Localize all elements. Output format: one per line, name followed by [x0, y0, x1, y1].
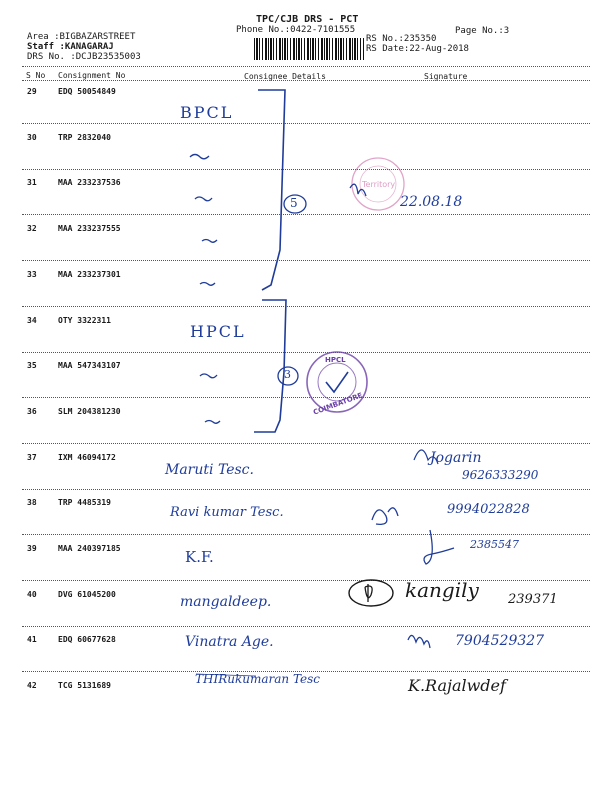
column-sno: S No: [26, 71, 46, 80]
handwritten-consignee-41: Vinatra Age.: [185, 634, 274, 650]
staff-label: Staff :KANAGARAJ: [27, 42, 114, 52]
row-sno: 37: [27, 453, 37, 462]
row-sno: 41: [27, 635, 37, 644]
rs-date: RS Date:22-Aug-2018: [366, 44, 469, 54]
page-number: Page No.:3: [455, 26, 510, 36]
drs-number: DRS No. :DCJB23535003: [27, 52, 141, 62]
handwritten-consignee-38: Ravi kumar Tesc.: [170, 505, 284, 520]
bracket-line-lower: [254, 300, 286, 432]
row-consignment-no: DVG 61045200: [58, 590, 116, 599]
column-consignment: Consignment No: [58, 71, 126, 80]
row-sno: 38: [27, 498, 37, 507]
row-sno: 29: [27, 87, 37, 96]
rs-number: RS No.:235350: [366, 34, 437, 44]
row-consignment-no: MAA 233237301: [58, 270, 121, 279]
row-sno: 34: [27, 316, 37, 325]
row-sno: 39: [27, 544, 37, 553]
column-signature: Signature: [424, 72, 468, 81]
ditto-mark: [202, 240, 217, 243]
handwritten-consignee-39: K.F.: [185, 548, 214, 566]
handwritten-consignee-40: mangaldeep.: [180, 594, 272, 610]
row-sno: 33: [27, 270, 37, 279]
area-label: Area :BIGBAZARSTREET: [27, 32, 136, 42]
signature-number-39: 2385547: [470, 538, 519, 551]
signature-phone-38: 9994022828: [447, 502, 530, 517]
signature-name-40: kangily: [405, 578, 479, 602]
signature-phone-37: 9626333290: [462, 468, 539, 482]
phone-number: Phone No.:0422-7101555: [236, 25, 356, 35]
ditto-mark: [195, 197, 212, 201]
row-consignment-no: MAA 233237536: [58, 178, 121, 187]
row-consignment-no: IXM 46094172: [58, 453, 116, 462]
ditto-mark: [190, 155, 209, 159]
handwritten-consignee-42: THIRukumaran Tesc: [195, 672, 320, 686]
ditto-mark: [200, 283, 215, 286]
row-consignment-no: TRP 2832040: [58, 133, 111, 142]
signature-name-37: Jogarin: [430, 450, 482, 466]
row-consignment-no: TRP 4485319: [58, 498, 111, 507]
row-consignment-no: EDQ 50054849: [58, 87, 116, 96]
signature-name-42: K.Rajalwdef: [408, 676, 506, 695]
row-sno: 36: [27, 407, 37, 416]
row-consignment-no: MAA 240397185: [58, 544, 121, 553]
bracket-line-upper: [258, 90, 285, 290]
page-title: TPC/CJB DRS - PCT: [256, 14, 359, 25]
territory-stamp-text: Territory: [362, 180, 396, 189]
signature-scribble-39: [424, 530, 454, 564]
handwritten-bpcl: BPCL: [180, 103, 234, 122]
row-sno: 32: [27, 224, 37, 233]
row-consignment-no: MAA 233237555: [58, 224, 121, 233]
hpcl-stamp-top-text: HPCL: [325, 356, 346, 364]
signature-scribble-38: [372, 508, 398, 524]
hpcl-stamp-city-text: COIMBATORE: [312, 391, 364, 417]
signature-phone-41: 7904529327: [455, 633, 545, 649]
row-sno: 40: [27, 590, 37, 599]
signature-scribble-41: [408, 635, 430, 648]
handwritten-consignee-37: Maruti Tesc.: [165, 462, 254, 478]
ditto-mark: [205, 421, 220, 424]
row-consignment-no: OTY 3322311: [58, 316, 111, 325]
row-sno: 35: [27, 361, 37, 370]
row-consignment-no: TCG 5131689: [58, 681, 111, 690]
handwritten-hpcl: HPCL: [190, 322, 246, 341]
row-sno: 30: [27, 133, 37, 142]
handwritten-count-3: 3: [284, 368, 291, 381]
row-sno: 31: [27, 178, 37, 187]
handwritten-sign-date: 22.08.18: [400, 194, 463, 210]
row-sno: 42: [27, 681, 37, 690]
handwritten-count-5: 5: [290, 196, 298, 210]
row-consignment-no: SLM 204381230: [58, 407, 121, 416]
row-consignment-no: EDQ 60677628: [58, 635, 116, 644]
row-consignment-no: MAA 547343107: [58, 361, 121, 370]
signature-number-40: 239371: [508, 592, 558, 607]
ditto-mark: [200, 374, 217, 378]
column-consignee: Consignee Details: [244, 72, 326, 81]
